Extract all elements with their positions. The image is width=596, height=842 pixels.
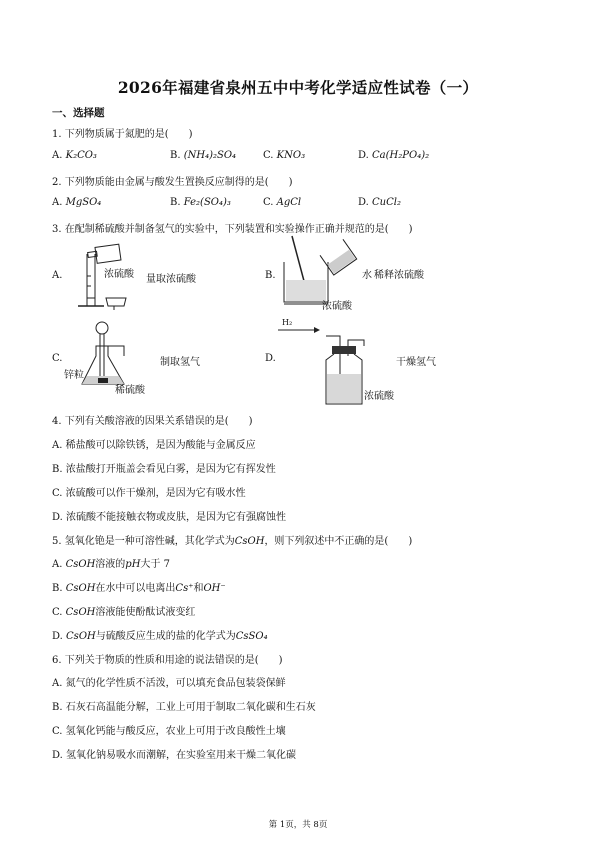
q3-option-c-caption: 制取氢气 <box>160 357 200 368</box>
q3-option-a-label: A. <box>52 270 63 281</box>
q5-option-d: D. CsOH与硫酸反应生成的盐的化学式为CsSO₄ <box>52 631 268 642</box>
question-4-stem: 4. 下列有关酸溶液的因果关系错误的是( ) <box>52 416 253 427</box>
question-2-stem: 2. 下列物质能由金属与酸发生置换反应制得的是( ) <box>52 177 293 188</box>
q6-option-c: C. 氢氧化钙能与酸反应，农业上可用于改良酸性土壤 <box>52 726 286 737</box>
q4-option-a: A. 稀盐酸可以除铁锈，是因为酸能与金属反应 <box>52 440 256 451</box>
page-footer: 第 1页，共 8页 <box>268 820 328 830</box>
question-1-stem: 1. 下列物质属于氮肥的是( ) <box>52 129 193 140</box>
q3-option-c-label: C. <box>52 353 63 364</box>
q3-b-tag-water: 水 <box>362 270 372 281</box>
question-5-stem: 5. 氢氧化铯是一种可溶性碱，其化学式为CsOH，则下列叙述中不正确的是( ) <box>52 536 413 547</box>
q3-c-tag-acid: 稀硫酸 <box>115 385 145 396</box>
q2-option-a: A. MgSO₄ <box>52 197 102 208</box>
q3-option-b-label: B. <box>265 270 276 281</box>
q3-c-tag-zinc: 锌粒 <box>64 370 84 381</box>
q6-option-d: D. 氢氧化钠易吸水而潮解，在实验室用来干燥二氧化碳 <box>52 750 297 761</box>
q3-a-tag: 浓硫酸 <box>104 269 134 280</box>
section-heading: 一、选择题 <box>52 107 105 119</box>
hydrogen-generator-diagram <box>78 318 142 390</box>
page-title: 2026年福建省泉州五中中考化学适应性试卷（一） <box>117 78 479 97</box>
q3-b-tag-acid: 浓硫酸 <box>322 301 352 312</box>
q4-option-d: D. 浓硫酸不能接触衣物或皮肤，是因为它有强腐蚀性 <box>52 512 287 523</box>
q4-option-b: B. 浓盐酸打开瓶盖会看见白雾，是因为它有挥发性 <box>52 464 276 475</box>
q6-option-a: A. 氮气的化学性质不活泼，可以填充食品包装袋保鲜 <box>52 678 286 689</box>
gas-drying-bottle-diagram <box>276 316 376 408</box>
q3-option-a-caption: 量取浓硫酸 <box>146 274 196 285</box>
q5-option-c: C. CsOH溶液能使酚酞试液变红 <box>52 607 196 618</box>
q3-d-tag-h2: H₂ <box>282 318 293 327</box>
q1-option-c: C. KNO₃ <box>263 150 306 161</box>
q2-option-b: B. Fe₂(SO₄)₃ <box>170 197 231 208</box>
q3-d-tag-acid: 浓硫酸 <box>364 391 394 402</box>
q3-option-d-caption: 干燥氢气 <box>396 357 436 368</box>
q2-option-c: C. AgCl <box>263 197 302 208</box>
q5-option-a: A. CsOH溶液的pH大于 7 <box>52 559 170 570</box>
q1-option-a: A. K₂CO₃ <box>52 150 97 161</box>
question-6-stem: 6. 下列关于物质的性质和用途的说法错误的是( ) <box>52 655 283 666</box>
question-3-stem: 3. 在配制稀硫酸并制备氢气的实验中，下列装置和实验操作正确并规范的是( ) <box>52 224 413 235</box>
q4-option-c: C. 浓硫酸可以作干燥剂，是因为它有吸水性 <box>52 488 246 499</box>
q3-option-b-caption: 稀释浓硫酸 <box>374 270 424 281</box>
q5-option-b: B. CsOH在水中可以电离出Cs⁺和OH⁻ <box>52 583 226 594</box>
q1-option-b: B. (NH₄)₂SO₄ <box>170 150 237 161</box>
q3-option-d-label: D. <box>265 353 276 364</box>
q1-option-d: D. Ca(H₂PO₄)₂ <box>358 150 430 161</box>
q2-option-d: D. CuCl₂ <box>358 197 401 208</box>
q6-option-b: B. 石灰石高温能分解，工业上可用于制取二氧化碳和生石灰 <box>52 702 316 713</box>
